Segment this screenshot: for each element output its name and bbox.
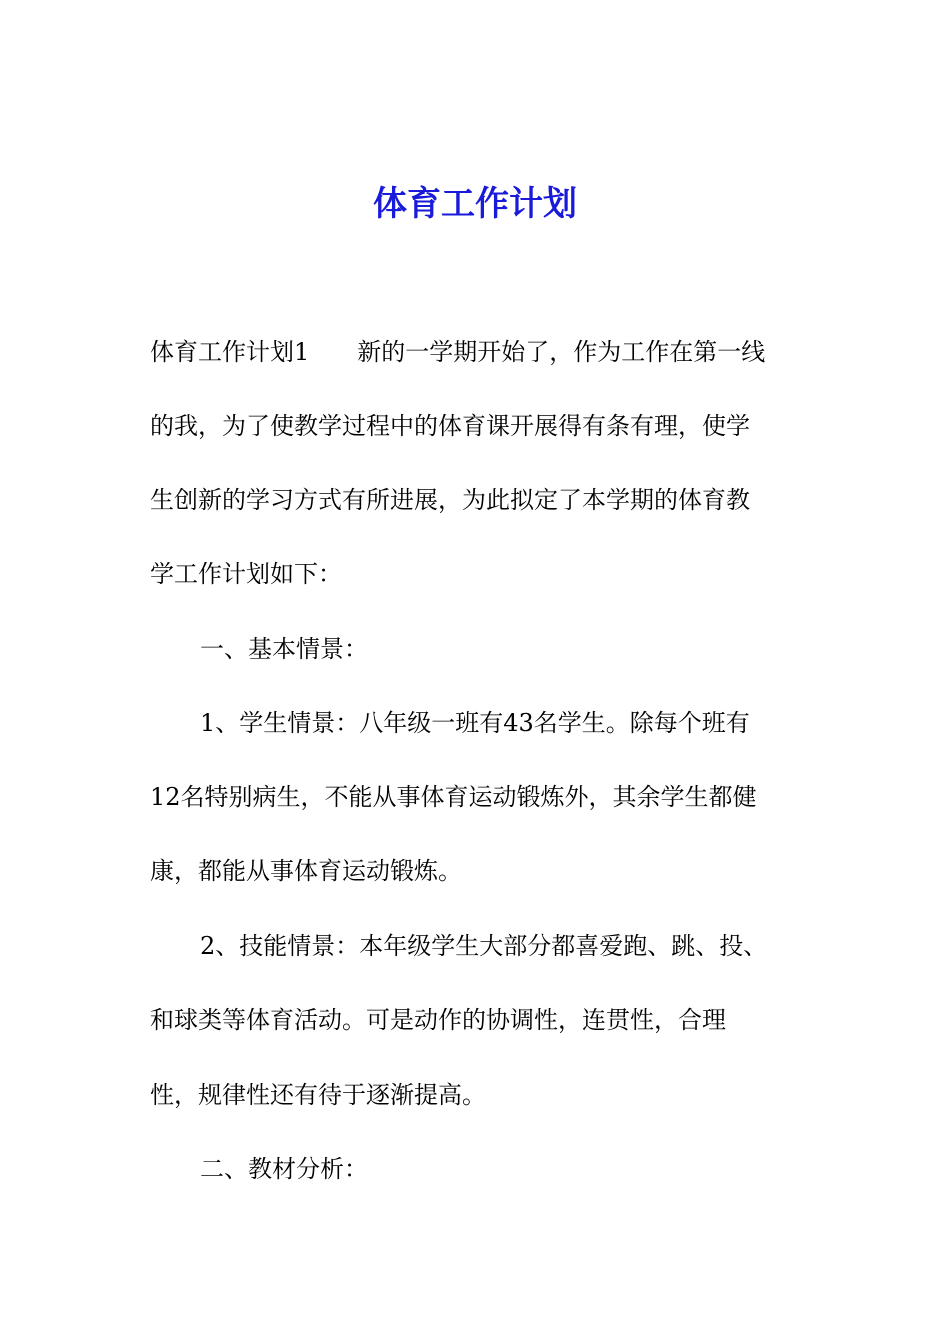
paragraph-line-4: 学工作计划如下： (150, 560, 342, 588)
paragraph-line-8: 康，都能从事体育运动锻炼。 (150, 857, 462, 885)
paragraph-line-11: 性，规律性还有待于逐渐提高。 (150, 1081, 486, 1109)
paragraph-line-6: 1、学生情景：八年级一班有43名学生。除每个班有 (200, 709, 750, 737)
paragraph-line-3: 生创新的学习方式有所进展，为此拟定了本学期的体育教 (150, 486, 750, 514)
section-heading-materials: 二、教材分析： (200, 1155, 368, 1183)
paragraph-line-2: 的我，为了使教学过程中的体育课开展得有条有理，使学 (150, 412, 750, 440)
paragraph-line-9: 2、技能情景：本年级学生大部分都喜爱跑、跳、投、 (200, 932, 768, 960)
paragraph-line-7: 12名特别病生，不能从事体育运动锻炼外，其余学生都健 (150, 783, 757, 811)
document-title: 体育工作计划 (373, 184, 577, 224)
paragraph-line-10: 和球类等体育活动。可是动作的协调性，连贯性，合理 (150, 1006, 726, 1034)
section-heading-basic: 一、基本情景： (200, 635, 368, 663)
paragraph-line-1: 体育工作计划1 新的一学期开始了，作为工作在第一线 (150, 338, 766, 366)
